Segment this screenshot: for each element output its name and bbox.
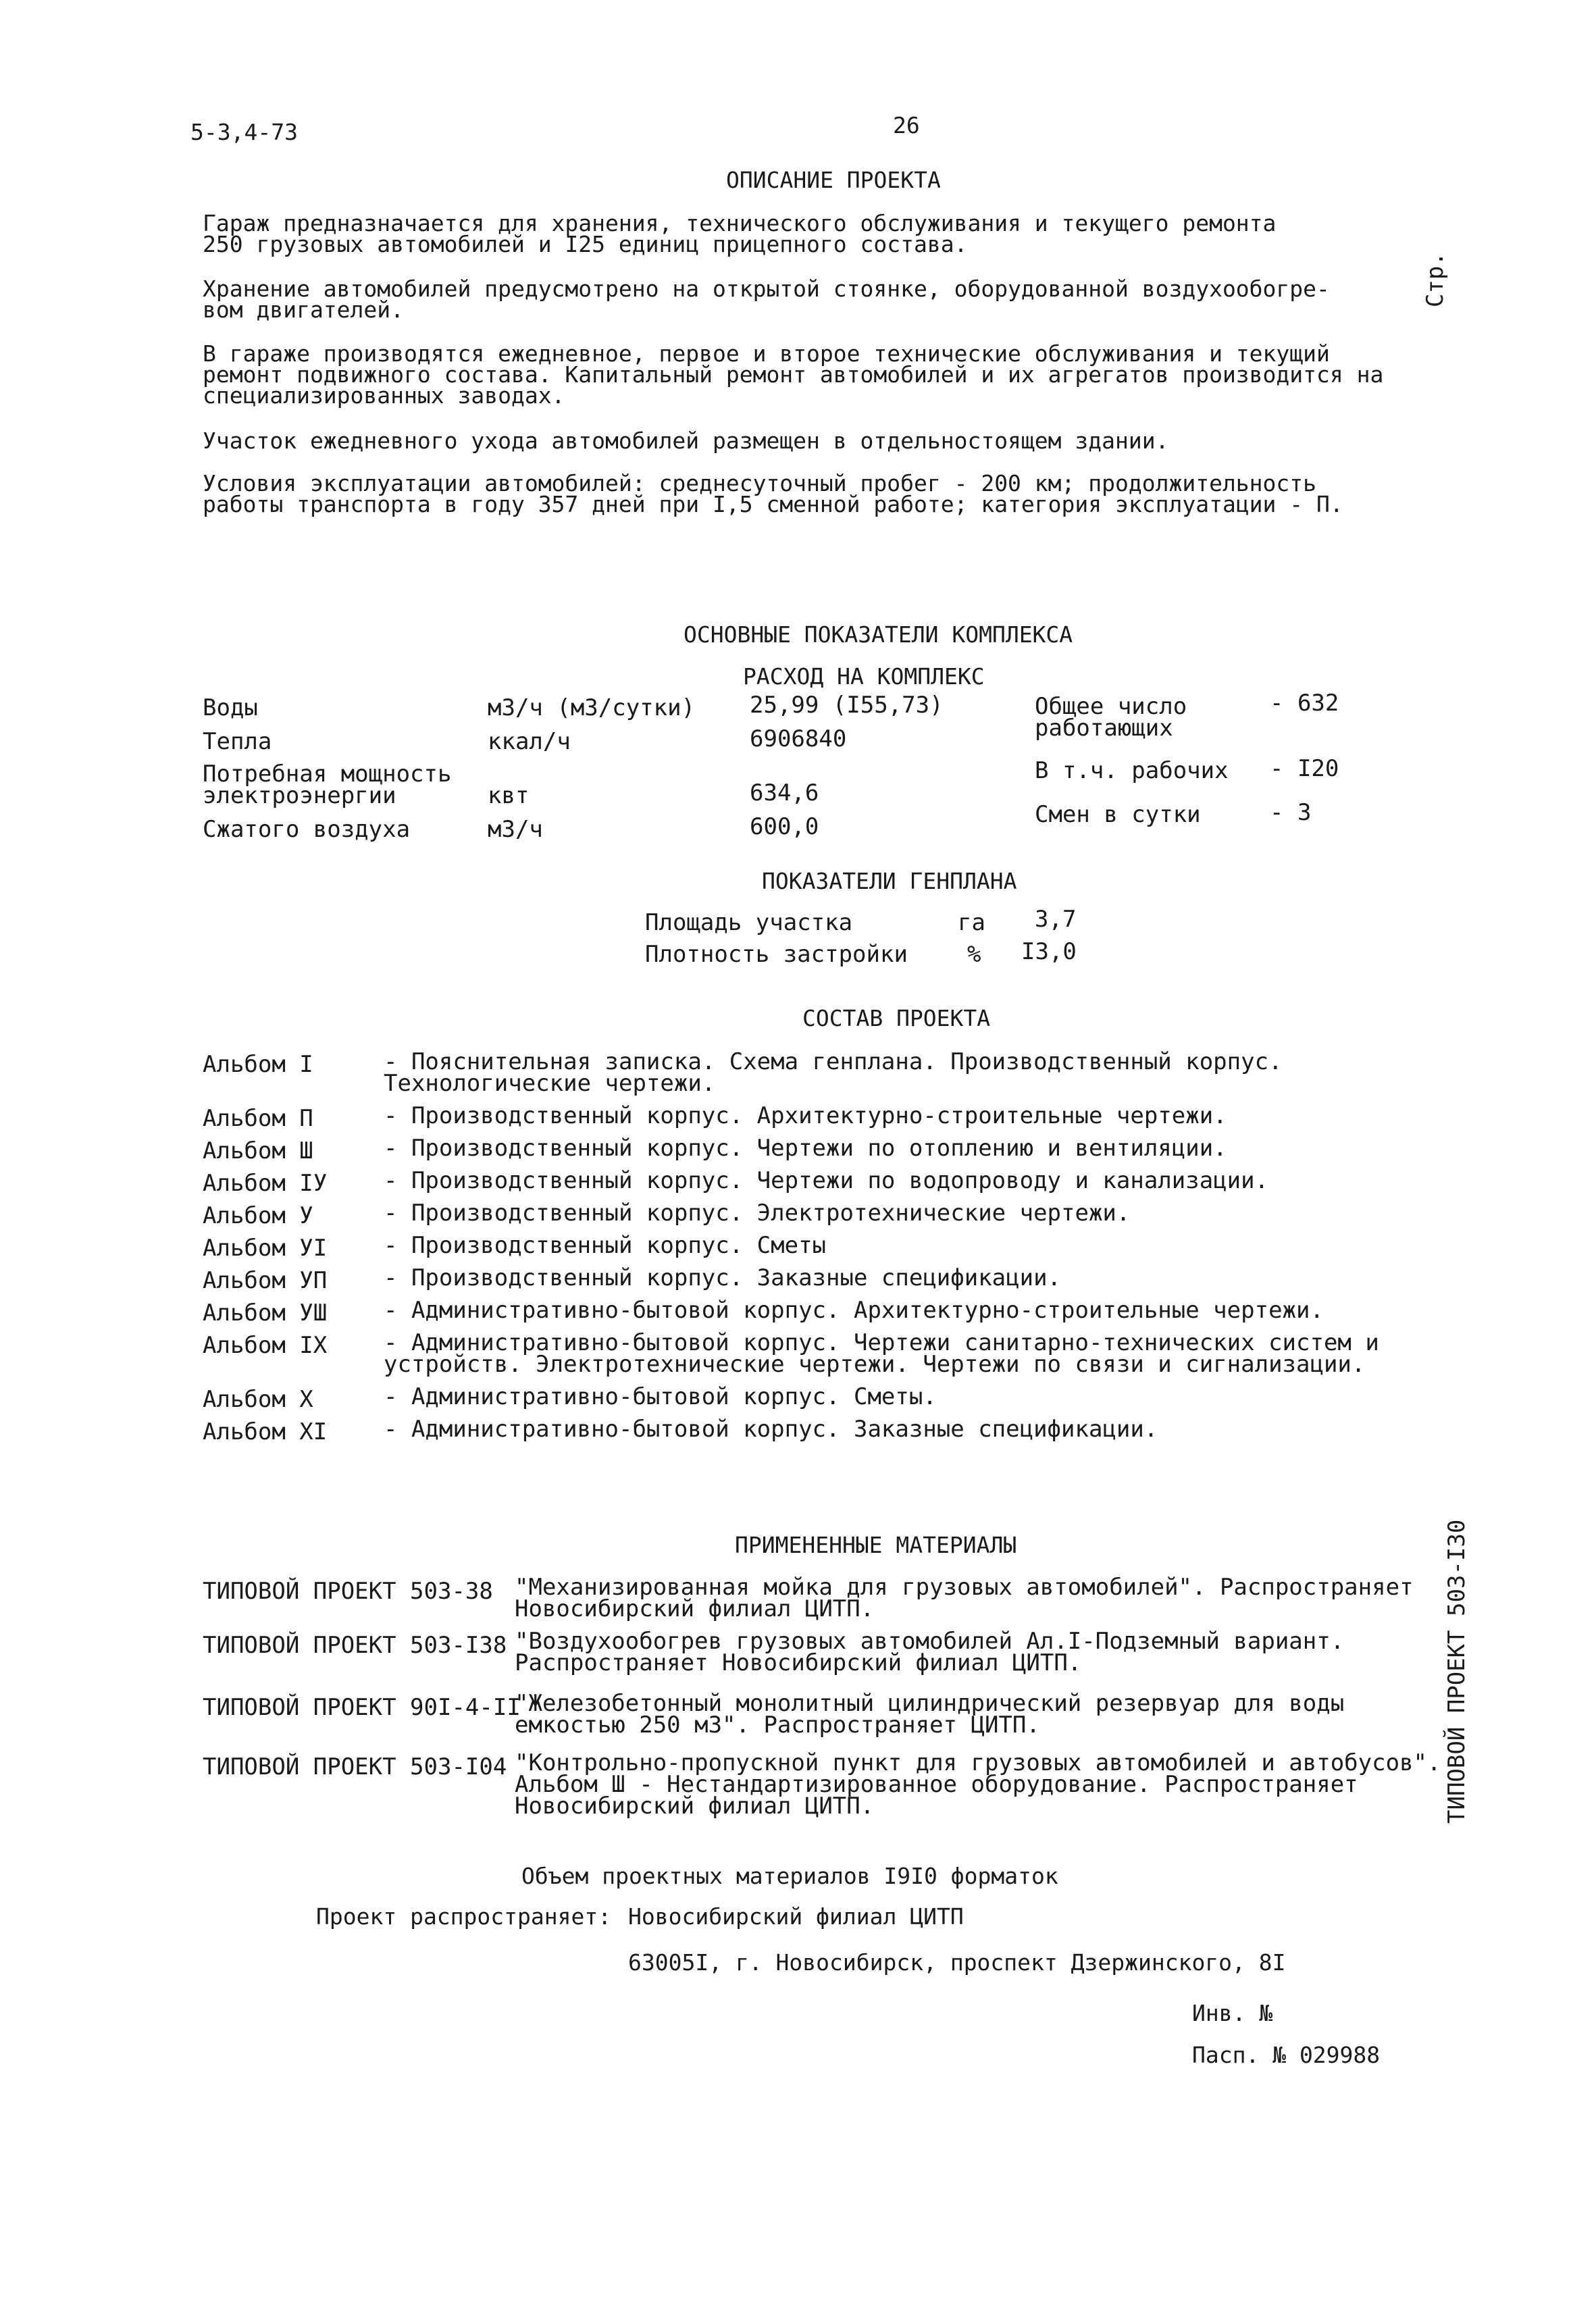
album-text: - Административно-бытовой корпус. Чертежи санитарно-технических систем и устройств. Электротехнические чертежи. Чертежи по связи и сигнализации. [384,1329,1379,1378]
album-label: Альбом УI [203,1235,328,1262]
document-code: 5-3,4-73 [190,119,298,145]
description-paragraph: Хранение автомобилей предусмотрено на открытой стоянке, оборудованной воздухообогре- вом двигателей. [203,276,1330,323]
album-label: Альбом Ш [203,1137,313,1164]
material-project: ТИПОВОЙ ПРОЕКТ 90I-4-II [203,1694,521,1721]
description-paragraph: Участок ежедневного ухода автомобилей размещен в отдельностоящем здании. [203,428,1169,454]
album-label: Альбом IX [203,1332,328,1359]
album-text: - Пояснительная записка. Схема генплана. Производственный корпус. Технологические чертежи. [384,1048,1283,1097]
album-label: Альбом X [203,1386,313,1413]
indicator-value: 600,0 [750,813,819,840]
album-label: Альбом IУ [203,1170,328,1197]
volume-line: Объем проектных материалов I9I0 форматок [521,1863,1058,1889]
staff-label: Смен в сутки [1035,801,1201,828]
genplan-unit: га [958,909,985,936]
consumption-header: РАСХОД НА КОМПЛЕКС [743,663,985,690]
staff-value: - I20 [1270,755,1339,782]
side-page-label: Стр. [1422,252,1449,307]
staff-value: - 632 [1270,690,1339,717]
indicator-unit: квт [488,782,530,809]
album-text: - Производственный корпус. Архитектурно-строительные чертежи. [384,1102,1227,1129]
page-number: 26 [893,112,920,138]
album-text: - Производственный корпус. Сметы [384,1232,827,1259]
indicator-unit: м3/ч (м3/сутки) [488,694,696,721]
material-text: "Механизированная мойка для грузовых автомобилей". Распространяет Новосибирский филиал ЦИТП. [515,1574,1414,1622]
description-title: ОПИСАНИЕ ПРОЕКТА [726,167,941,193]
album-label: Альбом УШ [203,1300,328,1327]
album-label: Альбом У [203,1202,313,1229]
staff-label: В т.ч. рабочих [1035,757,1229,784]
inventory-number: Инв. № [1192,2000,1273,2026]
album-text: - Административно-бытовой корпус. Заказные спецификации. [384,1416,1158,1443]
album-text: - Административно-бытовой корпус. Сметы. [384,1383,937,1410]
material-text: "Железобетонный монолитный цилиндрический резервуар для воды емкостью 250 м3". Распространяет ЦИТП. [515,1690,1345,1739]
album-label: Альбом УП [203,1267,328,1294]
album-text: - Производственный корпус. Электротехнические чертежи. [384,1200,1131,1227]
material-project: ТИПОВОЙ ПРОЕКТ 503-I04 [203,1753,507,1780]
indicator-value: 25,99 (I55,73) [750,692,944,719]
material-project: ТИПОВОЙ ПРОЕКТ 503-38 [203,1578,493,1605]
description-paragraph: Условия эксплуатации автомобилей: среднесуточный пробег - 200 км; продолжительность работы транспорта в году 357 дней при I,5 сменной работе; категория эксплуатации - П. [203,470,1343,517]
description-paragraph: Гараж предназначается для хранения, технического обслуживания и текущего ремонта 250 грузовых автомобилей и I25 единиц прицепного состава. [203,210,1277,257]
album-label: Альбом XI [203,1418,328,1445]
material-text: "Воздухообогрев грузовых автомобилей Ал.I-Подземный вариант. Распространяет Новосибирский филиал ЦИТП. [515,1628,1345,1676]
genplan-value: I3,0 [1021,938,1077,965]
genplan-value: 3,7 [1035,906,1077,933]
passport-number: Пасп. № 029988 [1192,2042,1381,2068]
side-project-label: ТИПОВОЙ ПРОЕКТ 503-I30 [1443,1519,1470,1824]
address: 63005I, г. Новосибирск, проспект Дзержинского, 8I [628,1949,1286,1976]
album-text: - Производственный корпус. Чертежи по водопроводу и канализации. [384,1167,1269,1194]
indicators-title: ОСНОВНЫЕ ПОКАЗАТЕЛИ КОМПЛЕКСА [684,621,1073,648]
staff-label: Общее число работающих [1035,693,1187,742]
composition-title: СОСТАВ ПРОЕКТА [802,1005,991,1031]
indicator-name: Сжатого воздуха [203,816,411,843]
genplan-name: Площадь участка [645,909,853,936]
album-text: - Административно-бытовой корпус. Архитектурно-строительные чертежи. [384,1297,1324,1324]
indicator-value: 634,6 [750,779,819,806]
genplan-name: Плотность застройки [645,941,908,968]
album-text: - Производственный корпус. Заказные спецификации. [384,1264,1062,1291]
distributor-label: Проект распространяет: [316,1903,612,1930]
description-paragraph: В гараже производятся ежедневное, первое и второе технические обслуживания и текущий ремонт подвижного состава. Капитальный ремонт автомобилей и их агрегатов производится на специализированных заводах. [203,340,1384,409]
genplan-title: ПОКАЗАТЕЛИ ГЕНПЛАНА [762,868,1017,894]
album-text: - Производственный корпус. Чертежи по отоплению и вентиляции. [384,1135,1227,1162]
material-project: ТИПОВОЙ ПРОЕКТ 503-I38 [203,1632,507,1659]
album-label: Альбом I [203,1051,313,1078]
album-label: Альбом П [203,1105,313,1132]
staff-value: - 3 [1270,799,1312,826]
materials-title: ПРИМЕНЕННЫЕ МАТЕРИАЛЫ [735,1532,1017,1558]
indicator-unit: м3/ч [488,816,543,843]
genplan-unit: % [967,941,981,968]
indicator-name: Воды [203,694,258,721]
distributor-name: Новосибирский филиал ЦИТП [628,1903,964,1930]
material-text: "Контрольно-пропускной пункт для грузовых автомобилей и автобусов". Альбом Ш - Нестандартизированное оборудование. Распространяет Новосибирский филиал ЦИТП. [515,1749,1441,1820]
indicator-name: Тепла [203,728,272,755]
indicator-unit: ккал/ч [488,728,571,755]
indicator-value: 6906840 [750,725,847,752]
indicator-name: Потребная мощность электроэнергии [203,761,452,809]
